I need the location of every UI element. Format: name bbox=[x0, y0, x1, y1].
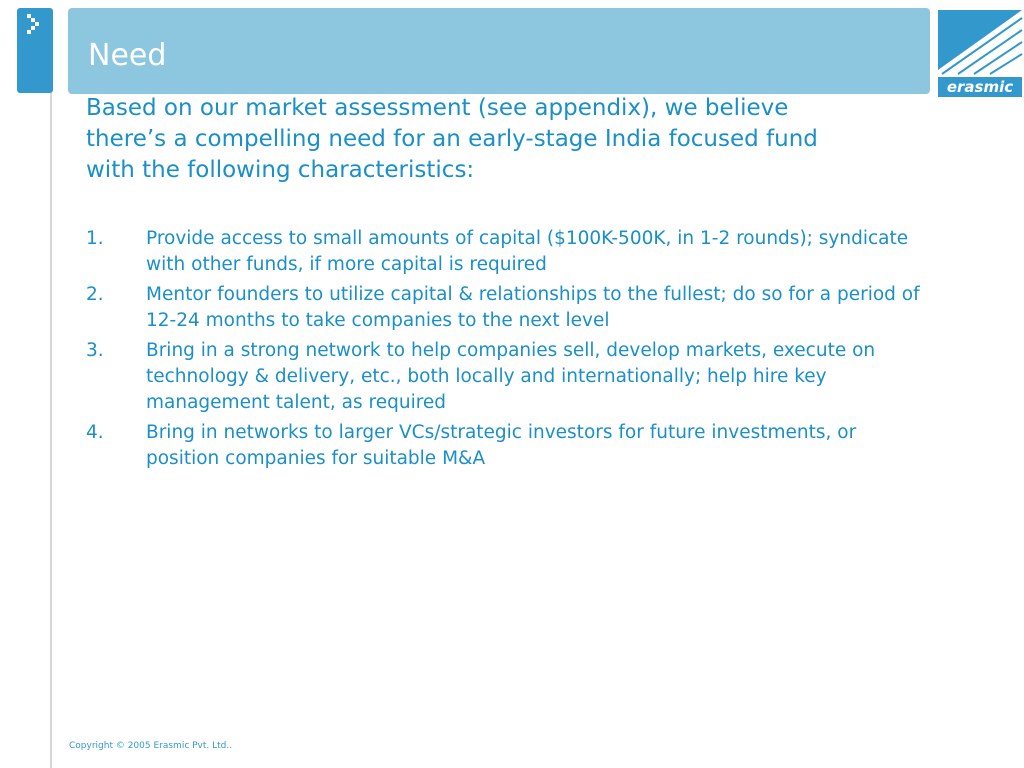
logo-mark-icon bbox=[938, 8, 1024, 76]
erasmic-logo bbox=[938, 8, 1024, 94]
intro-paragraph: Based on our market assessment (see appendix), we believe there’s a compelling need for an early-stage India focused fund with the following characteristics: bbox=[86, 95, 818, 183]
list-item-number: 1. bbox=[86, 228, 104, 249]
side-divider bbox=[50, 93, 52, 768]
list-item-text: Provide access to small amounts of capital ($100K-500K, in 1-2 rounds); syndicate with other funds, if more capital is required bbox=[146, 228, 909, 275]
list-item-text: Bring in networks to larger VCs/strategic investors for future investments, or position companies for suitable M&A bbox=[146, 422, 857, 469]
copyright-footer: Copyright © 2005 Erasmic Pvt. Ltd.. bbox=[69, 741, 233, 751]
list-item-number: 2. bbox=[86, 284, 104, 305]
title-bar bbox=[68, 8, 930, 94]
list-item-text: Mentor founders to utilize capital & relationships to the fullest; do so for a period of 12-24 months to take companies to the next level bbox=[146, 284, 920, 331]
logo-wordmark: erasmic bbox=[938, 77, 1022, 97]
slide-title: Need bbox=[88, 38, 167, 73]
list-item-text: Bring in a strong network to help companies sell, develop markets, execute on technology & delivery, etc., both locally and internationally; help hire key management talent, as required bbox=[146, 340, 876, 413]
list-item-number: 4. bbox=[86, 422, 104, 443]
list-item bbox=[86, 338, 926, 416]
side-tab bbox=[17, 8, 53, 93]
list-item bbox=[86, 226, 926, 278]
characteristics-list bbox=[86, 226, 926, 476]
chevron-right-icon bbox=[27, 14, 43, 38]
list-item-number: 3. bbox=[86, 340, 104, 361]
list-item bbox=[86, 282, 926, 334]
list-item bbox=[86, 420, 926, 472]
